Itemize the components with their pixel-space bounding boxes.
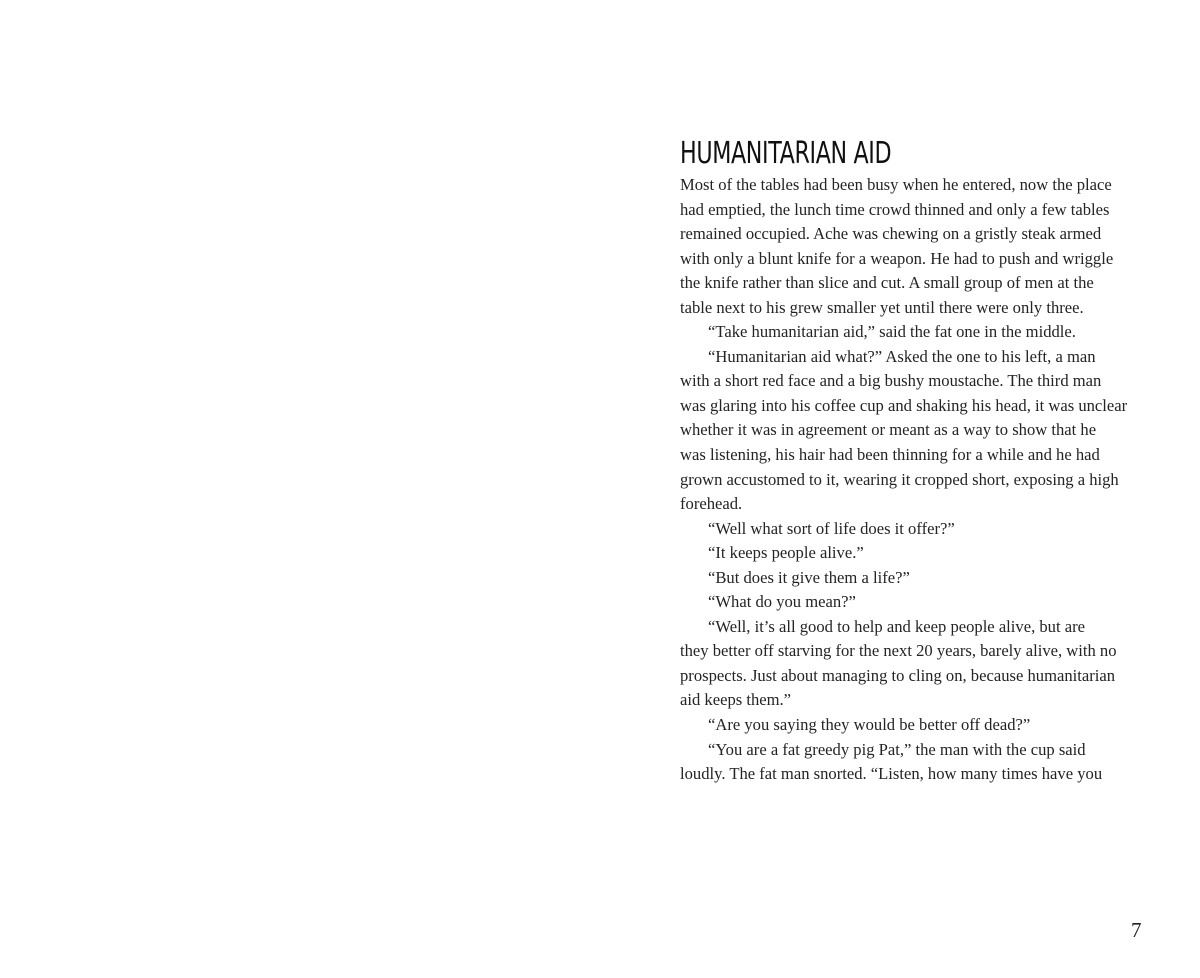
text-line: “Take humanitarian aid,” said the fat one in the middle. xyxy=(708,322,1076,342)
text-line: “But does it give them a life?” xyxy=(708,567,910,587)
body-text xyxy=(680,173,1150,787)
text-line: the knife rather than slice and cut. A small group of men at the xyxy=(680,273,1094,293)
text-line: whether it was in agreement or meant as a way to show that he xyxy=(680,420,1097,440)
text-line: “You are a fat greedy pig Pat,” the man with the cup said xyxy=(708,739,1086,759)
text-line: “Well what sort of life does it offer?” xyxy=(708,518,955,538)
text-line: “Are you saying they would be better off dead?” xyxy=(708,715,1031,735)
text-line: aid keeps them.” xyxy=(680,690,792,710)
text-line: was glaring into his coffee cup and shaking his head, it was unclear xyxy=(680,395,1128,415)
text-line: was listening, his hair had been thinning for a while and he had xyxy=(680,445,1100,465)
text-line: “It keeps people alive.” xyxy=(708,543,864,563)
text-line: table next to his grew smaller yet until there were only three. xyxy=(680,297,1084,317)
page-number: 7 xyxy=(1131,918,1142,942)
right-page xyxy=(600,0,1200,978)
text-line: “What do you mean?” xyxy=(708,592,856,612)
text-line: they better off starving for the next 20 years, barely alive, with no xyxy=(680,641,1117,661)
text-line: forehead. xyxy=(680,494,743,514)
text-line: with a short red face and a big bushy moustache. The third man xyxy=(680,371,1102,391)
text-line: prospects. Just about managing to cling on, because humanitarian xyxy=(680,665,1116,685)
text-line: loudly. The fat man snorted. “Listen, how many times have you xyxy=(680,764,1103,784)
text-line: grown accustomed to it, wearing it cropped short, exposing a high xyxy=(680,469,1119,489)
text-line: remained occupied. Ache was chewing on a gristly steak armed xyxy=(680,224,1102,244)
text-line: Most of the tables had been busy when he entered, now the place xyxy=(680,175,1112,194)
text-line: had emptied, the lunch time crowd thinned and only a few tables xyxy=(680,199,1110,219)
text-line: “Well, it’s all good to help and keep people alive, but are xyxy=(708,616,1085,636)
text-line: “Humanitarian aid what?” Asked the one to his left, a man xyxy=(708,346,1096,366)
text-line: with only a blunt knife for a weapon. He had to push and wriggle xyxy=(680,248,1114,268)
chapter-title: HUMANITARIAN AID xyxy=(680,136,892,171)
